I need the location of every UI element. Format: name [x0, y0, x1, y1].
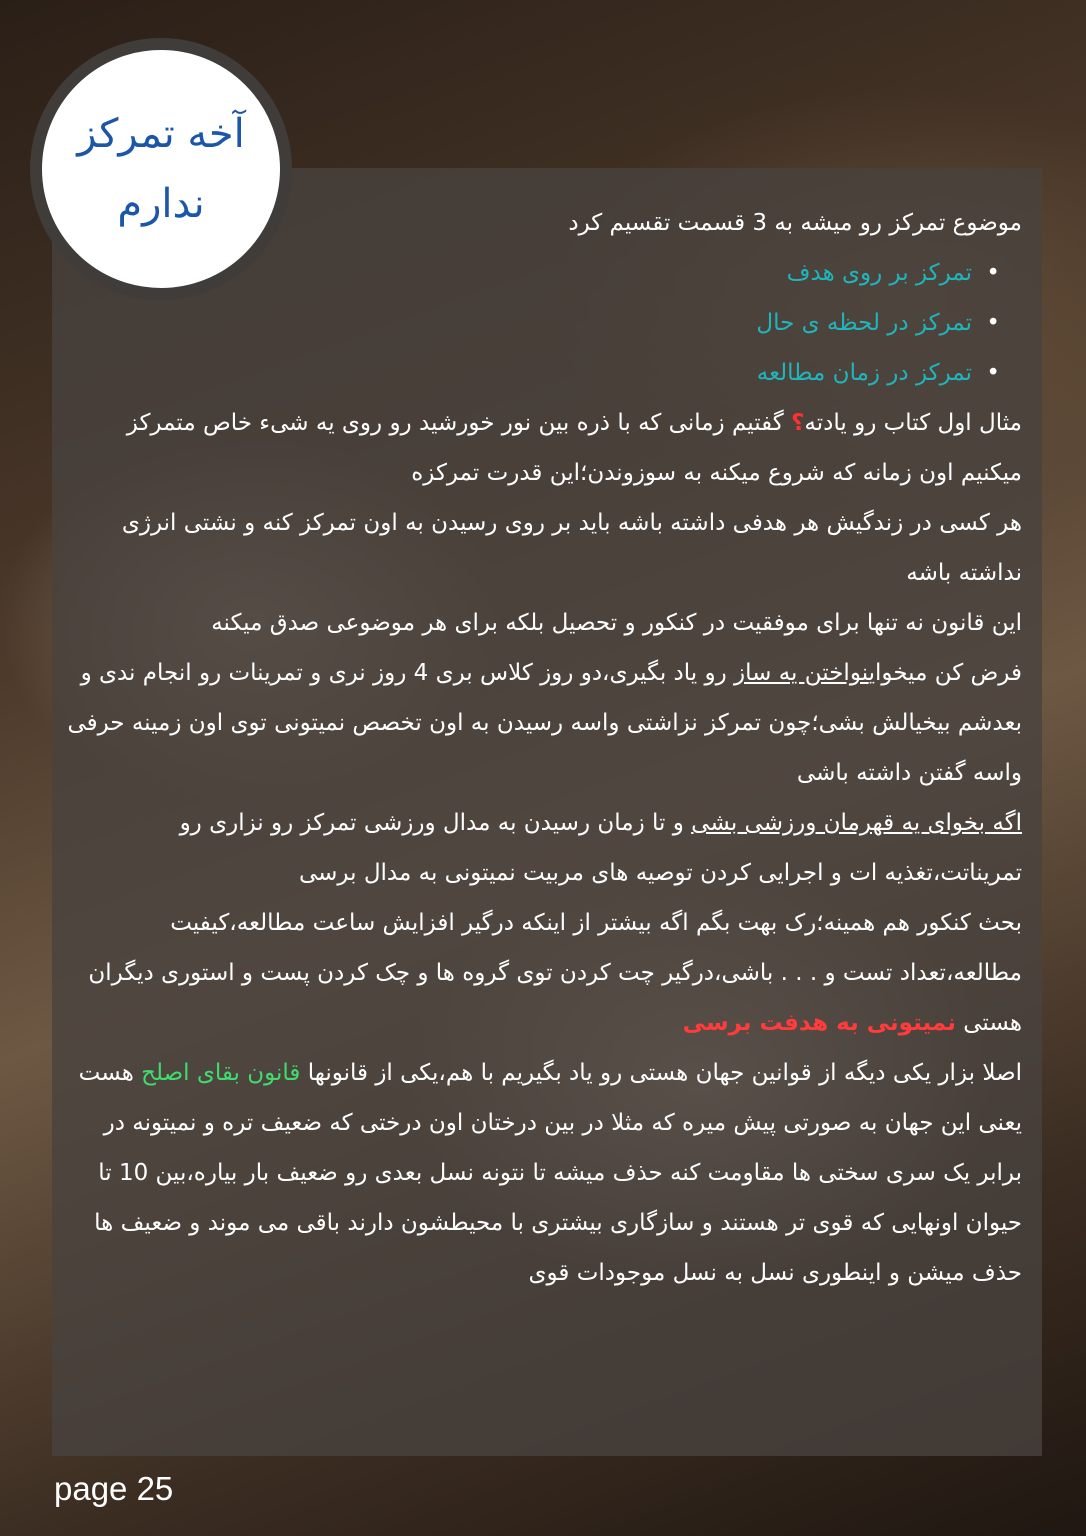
underlined-text: اگه بخوای یه قهرمان ورزشی بشی [691, 810, 1022, 836]
paragraph-3: این قانون نه تنها برای موفقیت در کنکور و تحصیل بلکه برای هر موضوعی صدق میکنه [211, 610, 1022, 636]
paragraph-text: بحث کنکور هم همینه؛رک بهت بگم اگه بیشتر از اینکه درگیر افزایش ساعت مطالعه،کیفیت مطالعه،تعداد تست و . . . باشی،درگیر چت کردن توی گروه ها و چک کردن پست و استوری دیگران هستی [88, 910, 1022, 1036]
paragraph-text: هست یعنی این جهان به صورتی پیش میره که مثلا در بین درختان اون درختی که ضعیف تره و نمیتونه در برابر یک سری سختی ها مقاومت کنه حذف میشه تا نتونه نسل بعدی رو ضعیف بار بیاره،بین 10 تا حیوان اونهایی که قوی تر هستند و سازگاری بیشتری با محیطشون دارند باقی می موند و ضعیف ها حذف میشن و اینطوری نسل به نسل موجودات قوی [78, 1060, 1022, 1286]
paragraph-text: اصلا بزار یکی دیگه از قوانین جهان هستی رو یاد بگیریم با هم،یکی از قانونها [300, 1060, 1022, 1086]
paragraph-text: رو یاد بگیری،دو روز کلاس بری 4 روز نری و تمرینات رو انجام ندی و بعدشم بیخیالش بشی؛چون تمرکز نزاشتی واسه رسیدن به اون تخصص نمیتونی توی اون زمینه حرفی واسه گفتن داشته باشی [67, 660, 1022, 786]
list-item: • تمرکز بر روی هدف [60, 248, 972, 298]
bullet-list [60, 248, 1022, 398]
article-body [60, 198, 1022, 1298]
paragraph-6 [60, 898, 1022, 1048]
list-item: • تمرکز در لحظه ی حال [60, 298, 972, 348]
underlined-text: نواختن یه ساز [734, 660, 869, 686]
paragraph-7 [60, 1048, 1022, 1298]
paragraph-text: گفتیم زمانی که با ذره بین نور خورشید رو روی یه شیء خاص متمرکز میکنیم اون زمانه که شروع میکنه به سوزوندن؛این قدرت تمرکزه [126, 410, 1022, 486]
paragraph-1 [60, 398, 1022, 498]
intro-text: موضوع تمرکز رو میشه به 3 قسمت تقسیم کرد [568, 210, 1022, 236]
paragraph-4 [60, 648, 1022, 798]
paragraph-2: هر کسی در زندگیش هر هدفی داشته باشه باید بر روی رسیدن به اون تمرکز کنه و نشتی انرژی نداشته باشه [121, 510, 1022, 586]
badge-title-line1: آخه تمرکز [77, 111, 245, 157]
highlight-text: قانون بقای اصلح [141, 1060, 301, 1086]
question-mark-icon: ؟ [791, 410, 805, 436]
paragraph-text: مثال اول کتاب رو یادته [804, 410, 1022, 436]
paragraph-text: و تا زمان رسیدن به مدال ورزشی تمرکز رو نزاری رو تمریناتت،تغذیه ات و اجرایی کردن توصیه های مربیت نمیتونی به مدال برسی [179, 810, 1022, 886]
page-number: page 25 [54, 1470, 174, 1507]
list-item: • تمرکز در زمان مطالعه [60, 348, 972, 398]
badge-title-line2: ندارم [117, 181, 205, 227]
paragraph-text: فرض کن میخوای [868, 660, 1022, 686]
highlight-text: نمیتونی به هدفت برسی [682, 1010, 956, 1036]
paragraph-5 [60, 798, 1022, 898]
